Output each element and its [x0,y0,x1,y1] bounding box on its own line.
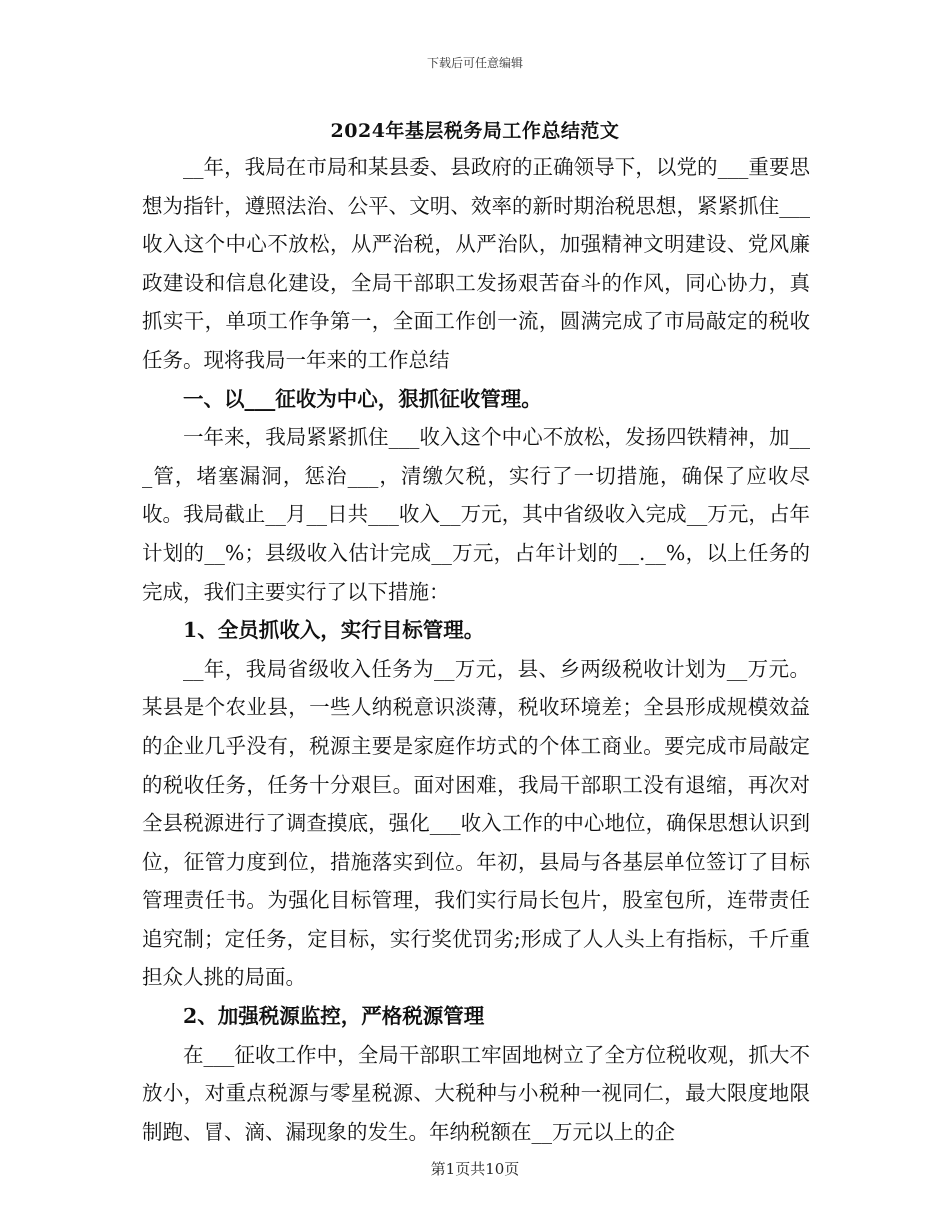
paragraph-subsection-2: 在___征收工作中，全局干部职工牢固地树立了全方位税收观，抓大不放小，对重点税源与零星税源、大税种与小税种一视同仁，最大限度地限制跑、冒、滴、漏现象的发生。年纳税额在__万元以上的企 [142,1042,810,1144]
paragraph-intro: __年，我局在市局和某县委、县政府的正确领导下，以党的___重要思想为指针，遵照法治、公平、文明、效率的新时期治税思想，紧紧抓住___收入这个中心不放松，从严治税，从严治队，加强精神文明建设、党风廉政建设和信息化建设，全局干部职工发扬艰苦奋斗的作风，同心协力，真抓实干，单项工作争第一，全面工作创一流，圆满完成了市局敲定的税收任务。现将我局一年来的工作总结 [142,155,810,372]
subsection-heading-2: 2、加强税源监控，严格税源管理 [183,1004,485,1029]
page-header: 下载后可任意编辑 [426,56,523,70]
section-heading-1: 一、以___征收为中心，狠抓征收管理。 [183,386,542,411]
subsection-heading-1: 1、全员抓收入，实行目标管理。 [183,618,485,643]
paragraph-section-1: 一年来，我局紧紧抓住___收入这个中心不放松，发扬四铁精神，加___管，堵塞漏洞，惩治___，清缴欠税，实行了一切措施，确保了应收尽收。我局截止__月__日共___收入__万元，其中省级收入完成__万元，占年计划的__%；县级收入估计完成__万元，占年计划的__.__%，以上任务的完成，我们主要实行了以下措施： [142,425,810,604]
paragraph-subsection-1: __年，我局省级收入任务为__万元，县、乡两级税收计划为__万元。某县是个农业县，一些人纳税意识淡薄，税收环境差；全县形成规模效益的企业几乎没有，税源主要是家庭作坊式的个体工商业。要完成市局敲定的税收任务，任务十分艰巨。面对困难，我局干部职工没有退缩，再次对全县税源进行了调查摸底，强化___收入工作的中心地位，确保思想认识到位，征管力度到位，措施落实到位。年初，县局与各基层单位签订了目标管理责任书。为强化目标管理，我们实行局长包片，股室包所，连带责任追究制；定任务，定目标，实行奖优罚劣;形成了人人头上有指标，千斤重担众人挑的局面。 [142,656,810,990]
document-body [142,148,810,1151]
page-footer: 第1页共10页 [430,1160,520,1178]
document-title: 2024年基层税务局工作总结范文 [330,120,620,142]
